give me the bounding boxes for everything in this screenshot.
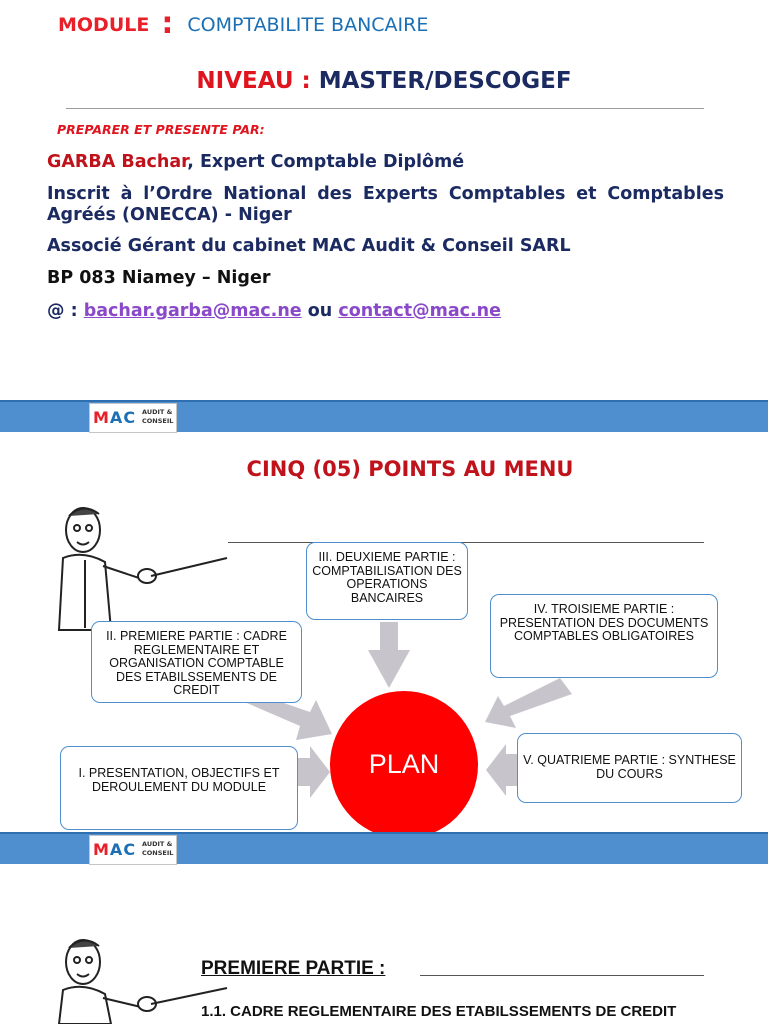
module-label: MODULE	[58, 14, 150, 36]
email-link-contact[interactable]: contact@mac.ne	[338, 301, 501, 321]
address-line: BP 083 Niamey – Niger	[47, 268, 271, 288]
menu-title: CINQ (05) POINTS AU MENU	[246, 457, 574, 481]
author-title: , Expert Comptable Diplômé	[187, 152, 465, 172]
mac-logo	[89, 835, 177, 865]
section-subtitle: 1.1. CADRE REGLEMENTAIRE DES ETABILSSEMENTS DE CREDIT	[201, 1003, 677, 1020]
plan-item-iv: IV. TROISIEME PARTIE : PRESENTATION DES DOCUMENTS COMPTABLES OBLIGATOIRES	[490, 594, 718, 678]
logo-letters: MAC	[93, 840, 137, 859]
slide-banner	[0, 832, 768, 864]
email-link-bachar[interactable]: bachar.garba@mac.ne	[83, 301, 302, 321]
author-name: GARBA Bachar	[47, 152, 188, 172]
plan-circle: PLAN	[330, 691, 478, 839]
associe-line: Associé Gérant du cabinet MAC Audit & Conseil SARL	[47, 236, 571, 256]
divider	[420, 975, 704, 976]
module-colon: :	[161, 6, 174, 41]
module-title: COMPTABILITE BANCAIRE	[187, 14, 429, 36]
section-title: PREMIERE PARTIE :	[201, 958, 386, 979]
email-separator: ou	[301, 301, 339, 321]
plan-item-v: V. QUATRIEME PARTIE : SYNTHESE DU COURS	[517, 733, 742, 803]
logo-subtitle: AUDIT & CONSEIL	[142, 840, 174, 857]
plan-item-iii: III. DEUXIEME PARTIE : COMPTABILISATION DES OPERATIONS BANCAIRES	[306, 542, 468, 620]
email-prefix: @ :	[47, 301, 84, 321]
plan-item-i: I. PRESENTATION, OBJECTIFS ET DEROULEMENT DU MODULE	[60, 746, 298, 830]
prepared-by-label: PREPARER ET PRESENTE PAR:	[57, 122, 265, 137]
plan-item-ii: II. PREMIERE PARTIE : CADRE REGLEMENTAIRE ET ORGANISATION COMPTABLE DES ETABILSSEMENTS DE CREDIT	[91, 621, 302, 703]
logo-letters: MAC	[93, 408, 137, 427]
niveau-label: NIVEAU :	[196, 68, 311, 94]
niveau-value: MASTER/DESCOGEF	[318, 68, 572, 94]
logo-subtitle: AUDIT & CONSEIL	[142, 408, 174, 425]
inscrit-line: Inscrit à l’Ordre National des Experts Comptables et Comptables Agréés (ONECCA) - Niger	[47, 184, 724, 225]
